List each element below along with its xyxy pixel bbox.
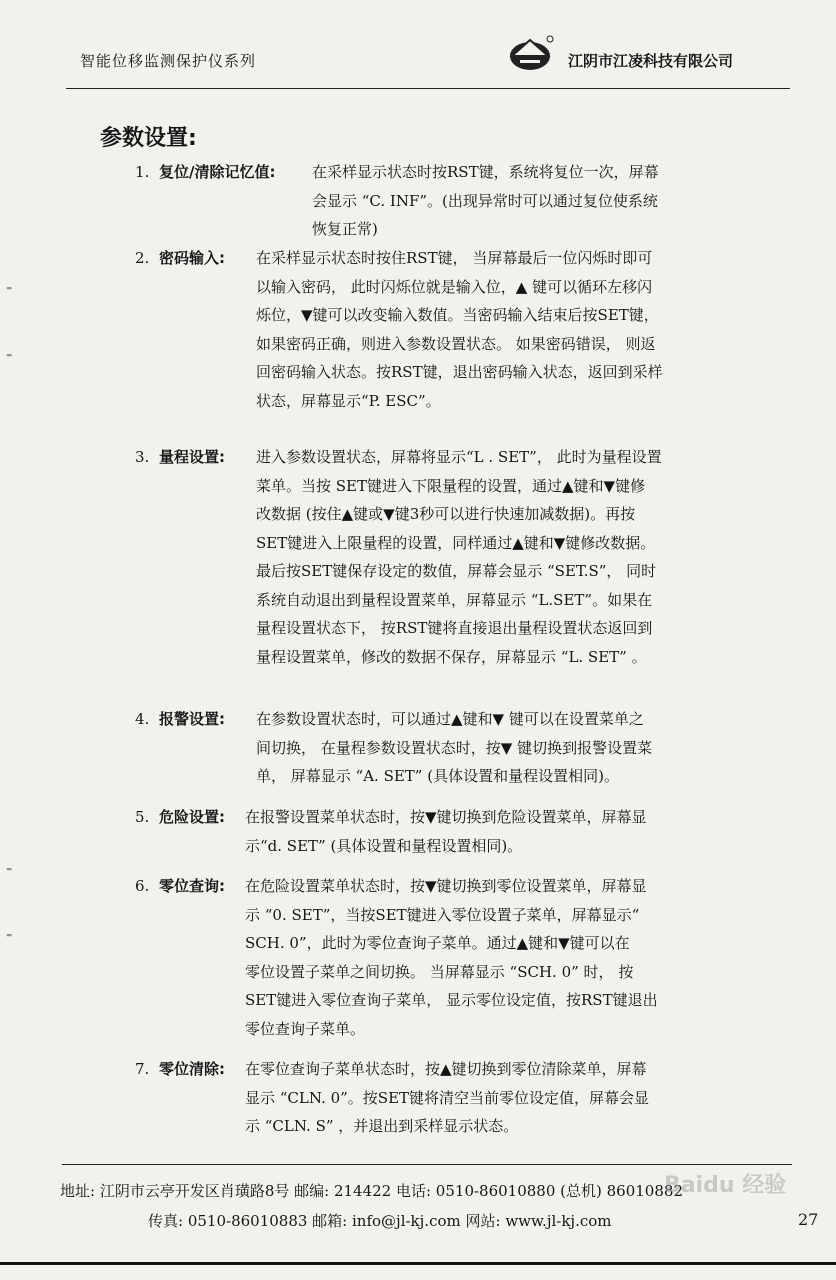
scan-artifact: ⁼ <box>6 864 13 878</box>
item-body: 在危险设置菜单状态时，按▼键切换到零位设置菜单，屏幕显 示 “0. SET”，当按SET键进入零位设置子菜单，屏幕显示“ SCH. 0”，此时为零位查询子菜单。通过▲键和▼键可以在 零位设置子菜单之间切换。 当屏幕显示 “SCH. 0” 时， 按 SET键进入零位查询子菜单， 显示零位设定值，按RST键退出 零位查询子菜单。 <box>245 877 658 1038</box>
bottom-edge <box>0 1262 836 1265</box>
header-divider <box>66 88 790 89</box>
item-number: 4. <box>135 710 150 728</box>
item-number: 3. <box>135 448 150 466</box>
item-body: 在报警设置菜单状态时，按▼键切换到危险设置菜单，屏幕显 示“d. SET” (具体设置和量程设置相同)。 <box>245 808 647 855</box>
list-item-reset <box>135 158 775 248</box>
footer-contact: 传真: 0510-86010883 邮箱: info@jl-kj.com 网站: www.jl-kj.com <box>148 1212 612 1230</box>
product-series-title: 智能位移监测保护仪系列 <box>80 52 257 70</box>
page-header <box>0 0 836 100</box>
company-logo-icon <box>506 34 554 74</box>
list-item-zero-query <box>135 872 775 1047</box>
company-name: 江阴市江凌科技有限公司 <box>568 52 734 70</box>
item-body: 进入参数设置状态，屏幕将显示“L . SET”， 此时为量程设置 菜单。当按 SET键进入下限量程的设置，通过▲键和▼键修 改数据 (按住▲键或▼键3秒可以进行快速加减数据)。再按 SET键进入上限量程的设置，同样通过▲键和▼键修改数据。 最后按SET键保存设定的数值，屏幕会显示 “SET.S”， 同时 系统自动退出到量程设置菜单，屏幕显示 “L.SET”。如果在 量程设置状态下， 按RST键将直接退出量程设置状态返回到 量程设置菜单，修改的数据不保存，屏幕显示 “L. SET” 。 <box>256 448 662 666</box>
list-item-zero-clear <box>135 1055 775 1145</box>
item-number: 1. <box>135 163 150 181</box>
footer-address: 地址: 江阴市云亭开发区肖璜路8号 邮编: 214422 电话: 0510-86010880 (总机) 86010882 <box>60 1182 683 1200</box>
item-label: 复位/清除记忆值: <box>159 163 276 181</box>
section-title: 参数设置: <box>100 126 197 151</box>
item-label: 密码输入: <box>159 249 225 267</box>
footer-divider <box>62 1164 792 1165</box>
item-number: 7. <box>135 1060 150 1078</box>
item-label: 危险设置: <box>159 808 225 826</box>
item-number: 2. <box>135 249 150 267</box>
item-body: 在零位查询子菜单状态时，按▲键切换到零位清除菜单，屏幕 显示 “CLN. 0”。按SET键将清空当前零位设定值，屏幕会显 示 “CLN. S” ，并退出到采样显示状态。 <box>245 1060 650 1135</box>
item-label: 零位清除: <box>159 1060 225 1078</box>
list-item-danger <box>135 803 775 863</box>
list-item-alarm <box>135 705 775 795</box>
list-item-password <box>135 244 775 419</box>
item-label: 量程设置: <box>159 448 225 466</box>
item-number: 6. <box>135 877 150 895</box>
list-item-range <box>135 443 775 678</box>
item-label: 零位查询: <box>159 877 225 895</box>
scan-artifact: ⁼ <box>6 930 13 944</box>
item-label: 报警设置: <box>159 710 225 728</box>
page-number: 27 <box>798 1210 819 1229</box>
item-body: 在采样显示状态时按住RST键， 当屏幕最后一位闪烁时即可 以输入密码， 此时闪烁位就是输入位，▲ 键可以循环左移闪 烁位，▼键可以改变输入数值。当密码输入结束后按SET键， 如果密码正确，则进入参数设置状态。 如果密码错误， 则返 回密码输入状态。按RST键，退出密码输入状态，返回到采样 状态，屏幕显示“P. ESC”。 <box>256 249 663 410</box>
item-body: 在采样显示状态时按RST键，系统将复位一次，屏幕 会显示 “C. INF”。(出现异常时可以通过复位使系统 恢复正常) <box>312 163 659 238</box>
scan-artifact: ⁼ <box>6 283 13 297</box>
watermark: Baidu 经验 <box>664 1173 787 1198</box>
scan-artifact: ⁼ <box>6 350 13 364</box>
item-body: 在参数设置状态时，可以通过▲键和▼ 键可以在设置菜单之 间切换， 在量程参数设置状态时，按▼ 键切换到报警设置菜 单， 屏幕显示 “A. SET” (具体设置和量程设置相同)。 <box>256 710 653 785</box>
item-number: 5. <box>135 808 150 826</box>
